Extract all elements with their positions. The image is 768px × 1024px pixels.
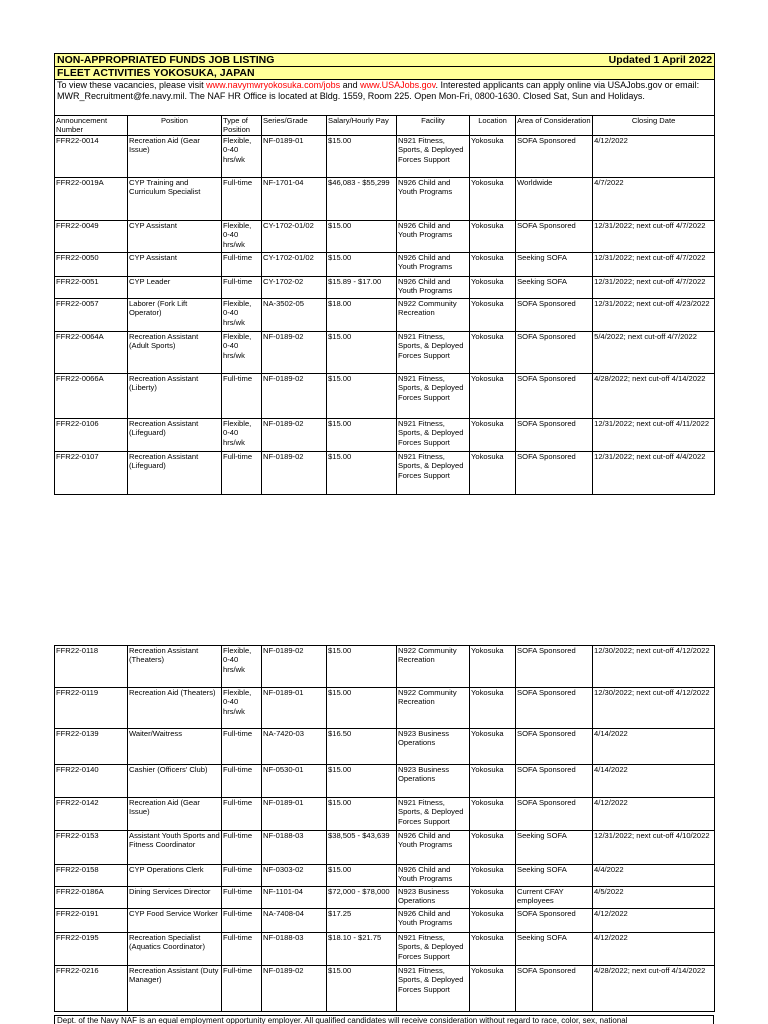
position: Recreation Assistant (Duty Manager)	[128, 966, 222, 1012]
facility: N926 Child and Youth Programs	[397, 865, 470, 887]
announcement-number: FFR22-0066A	[55, 374, 128, 419]
closing-date: 4/14/2022	[593, 765, 715, 798]
updated-date: Updated 1 April 2022	[516, 54, 715, 67]
position: Waiter/Waitress	[128, 729, 222, 765]
pay: $16.50	[327, 729, 397, 765]
pay: $15.00	[327, 419, 397, 452]
pay: $15.00	[327, 688, 397, 729]
closing-date: 4/14/2022	[593, 729, 715, 765]
position-type: Full-time	[222, 374, 262, 419]
table-row	[55, 221, 715, 253]
facility: N921 Fitness, Sports, & Deployed Forces Support	[397, 419, 470, 452]
announcement-number: FFR22-0064A	[55, 332, 128, 374]
announcement-number: FFR22-0195	[55, 933, 128, 966]
table-row	[55, 178, 715, 221]
listing-title: NON-APPROPRIATED FUNDS JOB LISTING	[55, 54, 516, 67]
location: Yokosuka	[470, 452, 516, 495]
col-header-type: Type of Position	[222, 116, 262, 136]
area-of-consideration: SOFA Sponsored	[516, 646, 593, 688]
facility: N921 Fitness, Sports, & Deployed Forces Support	[397, 332, 470, 374]
closing-date: 4/12/2022	[593, 909, 715, 933]
pay: $18.00	[327, 299, 397, 332]
col-header-area: Area of Consideration	[516, 116, 593, 136]
col-header-pay: Salary/Hourly Pay	[327, 116, 397, 136]
closing-date: 12/31/2022; next cut-off 4/7/2022	[593, 221, 715, 253]
location: Yokosuka	[470, 178, 516, 221]
location: Yokosuka	[470, 332, 516, 374]
table-row	[55, 933, 715, 966]
announcement-number: FFR22-0158	[55, 865, 128, 887]
position: Recreation Specialist (Aquatics Coordinator)	[128, 933, 222, 966]
table-row	[55, 277, 715, 299]
facility: N921 Fitness, Sports, & Deployed Forces Support	[397, 933, 470, 966]
area-of-consideration: Current CFAY employees	[516, 887, 593, 909]
area-of-consideration: Seeking SOFA	[516, 277, 593, 299]
pay: $15.00	[327, 646, 397, 688]
location: Yokosuka	[470, 646, 516, 688]
series-grade: NF-0189-02	[262, 452, 327, 495]
closing-date: 4/28/2022; next cut-off 4/14/2022	[593, 966, 715, 1012]
position: Recreation Aid (Theaters)	[128, 688, 222, 729]
facility: N921 Fitness, Sports, & Deployed Forces Support	[397, 136, 470, 178]
position: Recreation Assistant (Adult Sports)	[128, 332, 222, 374]
announcement-number: FFR22-0140	[55, 765, 128, 798]
pay: $15.00	[327, 221, 397, 253]
position-type: Full-time	[222, 966, 262, 1012]
position-type: Full-time	[222, 831, 262, 865]
announcement-number: FFR22-0191	[55, 909, 128, 933]
facility: N926 Child and Youth Programs	[397, 178, 470, 221]
pay: $15.00	[327, 765, 397, 798]
location: Yokosuka	[470, 253, 516, 277]
position-type: Flexible, 0-40 hrs/wk	[222, 221, 262, 253]
series-grade: CY-1702-01/02	[262, 221, 327, 253]
position: Assistant Youth Sports and Fitness Coordinator	[128, 831, 222, 865]
position-type: Full-time	[222, 178, 262, 221]
closing-date: 4/12/2022	[593, 798, 715, 831]
series-grade: NF-0188-03	[262, 933, 327, 966]
position-type: Full-time	[222, 253, 262, 277]
facility: N921 Fitness, Sports, & Deployed Forces Support	[397, 966, 470, 1012]
closing-date: 4/4/2022	[593, 865, 715, 887]
location: Yokosuka	[470, 909, 516, 933]
navymwr-jobs-link[interactable]: www.navymwryokosuka.com/jobs	[206, 80, 341, 90]
table-row	[55, 887, 715, 909]
pay: $72,000 - $78,000	[327, 887, 397, 909]
closing-date: 4/12/2022	[593, 933, 715, 966]
area-of-consideration: SOFA Sponsored	[516, 332, 593, 374]
facility: N926 Child and Youth Programs	[397, 221, 470, 253]
position-type: Flexible, 0-40 hrs/wk	[222, 646, 262, 688]
pay: $15.00	[327, 798, 397, 831]
table-row	[55, 688, 715, 729]
col-header-closing: Closing Date	[593, 116, 715, 136]
area-of-consideration: Seeking SOFA	[516, 831, 593, 865]
position: Dining Services Director	[128, 887, 222, 909]
position: Recreation Aid (Gear Issue)	[128, 798, 222, 831]
location: Yokosuka	[470, 688, 516, 729]
position-type: Full-time	[222, 887, 262, 909]
position: Recreation Assistant (Lifeguard)	[128, 452, 222, 495]
position-type: Full-time	[222, 452, 262, 495]
area-of-consideration: SOFA Sponsored	[516, 419, 593, 452]
closing-date: 12/31/2022; next cut-off 4/23/2022	[593, 299, 715, 332]
position-type: Flexible, 0-40 hrs/wk	[222, 299, 262, 332]
col-header-location: Location	[470, 116, 516, 136]
closing-date: 4/28/2022; next cut-off 4/14/2022	[593, 374, 715, 419]
facility: N922 Community Recreation	[397, 688, 470, 729]
table-row	[55, 374, 715, 419]
pay: $15.89 - $17.00	[327, 277, 397, 299]
location: Yokosuka	[470, 277, 516, 299]
table-row	[55, 646, 715, 688]
series-grade: NA-7408-04	[262, 909, 327, 933]
table-row	[55, 865, 715, 887]
closing-date: 5/4/2022; next cut-off 4/7/2022	[593, 332, 715, 374]
pay: $15.00	[327, 865, 397, 887]
area-of-consideration: SOFA Sponsored	[516, 374, 593, 419]
pay: $15.00	[327, 253, 397, 277]
area-of-consideration: Seeking SOFA	[516, 253, 593, 277]
position-type: Full-time	[222, 277, 262, 299]
announcement-number: FFR22-0106	[55, 419, 128, 452]
series-grade: NF-0189-01	[262, 688, 327, 729]
pay: $38,505 - $43,639	[327, 831, 397, 865]
area-of-consideration: SOFA Sponsored	[516, 798, 593, 831]
facility: N922 Community Recreation	[397, 646, 470, 688]
series-grade: NF-0189-01	[262, 136, 327, 178]
table-row	[55, 299, 715, 332]
table-row	[55, 966, 715, 1012]
position-type: Flexible, 0-40 hrs/wk	[222, 419, 262, 452]
position: Cashier (Officers' Club)	[128, 765, 222, 798]
position: Recreation Aid (Gear Issue)	[128, 136, 222, 178]
position-type: Full-time	[222, 765, 262, 798]
position: Recreation Assistant (Lifeguard)	[128, 419, 222, 452]
area-of-consideration: SOFA Sponsored	[516, 729, 593, 765]
position: Recreation Assistant (Theaters)	[128, 646, 222, 688]
eeo-footer: Dept. of the Navy NAF is an equal employment opportunity employer. All qualified candidates will receive consideration without regard to race, color, sex, national	[54, 1015, 714, 1024]
location: Yokosuka	[470, 798, 516, 831]
pay: $15.00	[327, 332, 397, 374]
pay: $15.00	[327, 136, 397, 178]
table-row	[55, 831, 715, 865]
intro-text: To view these vacancies, please visit www.navymwryokosuka.com/jobs and www.USAJobs.gov. Interested applicants can apply online via USAJobs.gov or email: MWR_Recruitment@fe.navy.mil. The NAF HR Office is located at Bldg. 1559, Room 225. Open Mon-Fri, 0800-1630. Closed Sat, Sun and Holidays.	[55, 80, 715, 116]
series-grade: CY-1702-01/02	[262, 253, 327, 277]
series-grade: NF-0189-02	[262, 966, 327, 1012]
announcement-number: FFR22-0051	[55, 277, 128, 299]
series-grade: NF-0530-01	[262, 765, 327, 798]
position: CYP Food Service Worker	[128, 909, 222, 933]
facility: N926 Child and Youth Programs	[397, 253, 470, 277]
announcement-number: FFR22-0186A	[55, 887, 128, 909]
job-listing-table-page2	[54, 645, 715, 1012]
position-type: Flexible, 0-40 hrs/wk	[222, 136, 262, 178]
pay: $17.25	[327, 909, 397, 933]
area-of-consideration: Seeking SOFA	[516, 865, 593, 887]
series-grade: NF-0189-02	[262, 332, 327, 374]
pay: $18.10 - $21.75	[327, 933, 397, 966]
area-of-consideration: SOFA Sponsored	[516, 299, 593, 332]
series-grade: NF-0189-01	[262, 798, 327, 831]
table-row	[55, 798, 715, 831]
closing-date: 4/7/2022	[593, 178, 715, 221]
position-type: Full-time	[222, 865, 262, 887]
location: Yokosuka	[470, 221, 516, 253]
facility: N923 Business Operations	[397, 765, 470, 798]
table-row	[55, 136, 715, 178]
series-grade: NF-0188-03	[262, 831, 327, 865]
announcement-number: FFR22-0142	[55, 798, 128, 831]
facility: N923 Business Operations	[397, 887, 470, 909]
location: Yokosuka	[470, 299, 516, 332]
series-grade: NF-0189-02	[262, 646, 327, 688]
usajobs-link[interactable]: www.USAJobs.gov	[360, 80, 436, 90]
col-header-grade: Series/Grade	[262, 116, 327, 136]
position-type: Flexible, 0-40 hrs/wk	[222, 688, 262, 729]
facility: N926 Child and Youth Programs	[397, 277, 470, 299]
closing-date: 12/31/2022; next cut-off 4/7/2022	[593, 277, 715, 299]
closing-date: 12/31/2022; next cut-off 4/4/2022	[593, 452, 715, 495]
closing-date: 4/12/2022	[593, 136, 715, 178]
position-type: Full-time	[222, 729, 262, 765]
table-row	[55, 729, 715, 765]
series-grade: NA-7420-03	[262, 729, 327, 765]
facility: N921 Fitness, Sports, & Deployed Forces Support	[397, 452, 470, 495]
announcement-number: FFR22-0139	[55, 729, 128, 765]
location: Yokosuka	[470, 933, 516, 966]
area-of-consideration: SOFA Sponsored	[516, 452, 593, 495]
closing-date: 12/31/2022; next cut-off 4/11/2022	[593, 419, 715, 452]
area-of-consideration: SOFA Sponsored	[516, 688, 593, 729]
area-of-consideration: SOFA Sponsored	[516, 909, 593, 933]
position: CYP Training and Curriculum Specialist	[128, 178, 222, 221]
location: Yokosuka	[470, 966, 516, 1012]
position: CYP Assistant	[128, 221, 222, 253]
position-type: Flexible, 0-40 hrs/wk	[222, 332, 262, 374]
series-grade: NF-1101-04	[262, 887, 327, 909]
pay: $46,083 - $55,299	[327, 178, 397, 221]
location: Yokosuka	[470, 419, 516, 452]
closing-date: 12/30/2022; next cut-off 4/12/2022	[593, 688, 715, 729]
facility: N926 Child and Youth Programs	[397, 831, 470, 865]
table-row	[55, 909, 715, 933]
facility: N922 Community Recreation	[397, 299, 470, 332]
series-grade: NF-0189-02	[262, 419, 327, 452]
series-grade: NA-3502-05	[262, 299, 327, 332]
col-header-facility: Facility	[397, 116, 470, 136]
location: Yokosuka	[470, 136, 516, 178]
series-grade: NF-0303-02	[262, 865, 327, 887]
area-of-consideration: Worldwide	[516, 178, 593, 221]
announcement-number: FFR22-0153	[55, 831, 128, 865]
closing-date: 12/31/2022; next cut-off 4/7/2022	[593, 253, 715, 277]
closing-date: 4/5/2022	[593, 887, 715, 909]
area-of-consideration: SOFA Sponsored	[516, 765, 593, 798]
announcement-number: FFR22-0107	[55, 452, 128, 495]
location: Yokosuka	[470, 729, 516, 765]
position-type: Full-time	[222, 798, 262, 831]
position: CYP Assistant	[128, 253, 222, 277]
facility: N921 Fitness, Sports, & Deployed Forces Support	[397, 798, 470, 831]
location: Yokosuka	[470, 765, 516, 798]
table-row	[55, 765, 715, 798]
series-grade: CY-1702-02	[262, 277, 327, 299]
listing-subtitle: FLEET ACTIVITIES YOKOSUKA, JAPAN	[55, 67, 715, 80]
announcement-number: FFR22-0119	[55, 688, 128, 729]
location: Yokosuka	[470, 887, 516, 909]
announcement-number: FFR22-0057	[55, 299, 128, 332]
announcement-number: FFR22-0050	[55, 253, 128, 277]
announcement-number: FFR22-0019A	[55, 178, 128, 221]
col-header-number: Announcement Number	[55, 116, 128, 136]
area-of-consideration: Seeking SOFA	[516, 933, 593, 966]
announcement-number: FFR22-0216	[55, 966, 128, 1012]
facility: N926 Child and Youth Programs	[397, 909, 470, 933]
area-of-consideration: SOFA Sponsored	[516, 966, 593, 1012]
pay: $15.00	[327, 966, 397, 1012]
series-grade: NF-0189-02	[262, 374, 327, 419]
series-grade: NF-1701-04	[262, 178, 327, 221]
announcement-number: FFR22-0049	[55, 221, 128, 253]
location: Yokosuka	[470, 831, 516, 865]
facility: N921 Fitness, Sports, & Deployed Forces Support	[397, 374, 470, 419]
position: Laborer (Fork Lift Operator)	[128, 299, 222, 332]
location: Yokosuka	[470, 865, 516, 887]
table-row	[55, 419, 715, 452]
col-header-position: Position	[128, 116, 222, 136]
position: CYP Leader	[128, 277, 222, 299]
area-of-consideration: SOFA Sponsored	[516, 221, 593, 253]
table-row	[55, 452, 715, 495]
position-type: Full-time	[222, 909, 262, 933]
announcement-number: FFR22-0014	[55, 136, 128, 178]
pay: $15.00	[327, 374, 397, 419]
position: CYP Operations Clerk	[128, 865, 222, 887]
facility: N923 Business Operations	[397, 729, 470, 765]
table-row	[55, 253, 715, 277]
pay: $15.00	[327, 452, 397, 495]
position: Recreation Assistant (Liberty)	[128, 374, 222, 419]
table-row	[55, 332, 715, 374]
area-of-consideration: SOFA Sponsored	[516, 136, 593, 178]
job-listing-table-page1	[54, 53, 715, 495]
column-header-row	[55, 116, 715, 136]
location: Yokosuka	[470, 374, 516, 419]
closing-date: 12/31/2022; next cut-off 4/10/2022	[593, 831, 715, 865]
position-type: Full-time	[222, 933, 262, 966]
announcement-number: FFR22-0118	[55, 646, 128, 688]
closing-date: 12/30/2022; next cut-off 4/12/2022	[593, 646, 715, 688]
